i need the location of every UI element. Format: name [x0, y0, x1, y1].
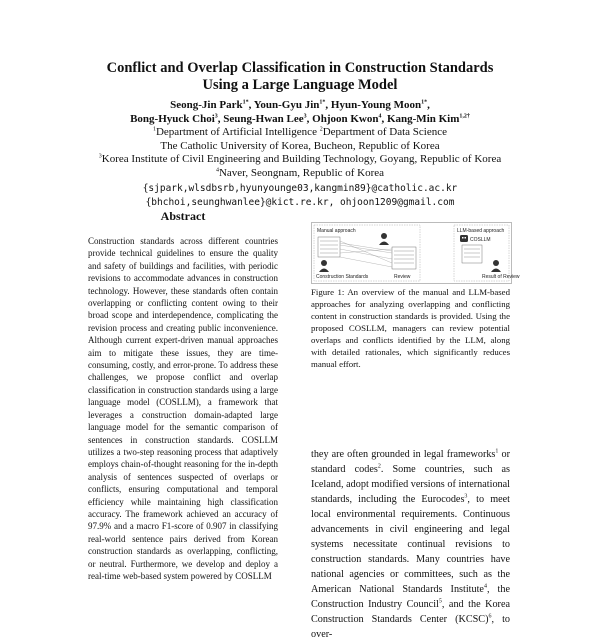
body-paragraph	[311, 447, 510, 640]
affil-sup: 3	[98, 153, 102, 160]
affiliation-line-4	[40, 167, 560, 181]
affil-text: Korea Institute of Civil Engineering and Building Technology, Goyang, Republic of Korea	[101, 153, 502, 165]
author-sup: 1*	[242, 99, 249, 106]
affil-text: Department of Artificial Intelligence	[155, 126, 317, 138]
affil-sup: 2	[319, 126, 323, 133]
body-text-run: . Some countries, such as Iceland, adopt modified versions of international standards, including the Eurocodes	[311, 464, 510, 505]
author-sup: 3	[214, 113, 218, 120]
author-sup: 3	[303, 113, 307, 120]
author-sup: 1*	[319, 99, 326, 106]
author-name: Youn-Gyu Jin	[253, 99, 320, 111]
affiliation-line-2: The Catholic University of Korea, Bucheon, Republic of Korea	[160, 139, 440, 152]
footnote-mark: 2	[377, 463, 381, 470]
affil-text: Department of Data Science	[322, 126, 448, 138]
author-name: Kang-Min Kim	[386, 113, 460, 125]
robot-icon	[460, 235, 468, 242]
figure-caption: Figure 1: An overview of the manual and LLM-based approaches for analyzing overlapping and conflicting content in construction standards is provided. Using the proposed COSLLM, managers can review potential overlaps and conflicts identified by the LLM, along with detailed rationales, which significantly reduces manual effort.	[311, 287, 510, 369]
author-name: Ohjoon Kwon	[312, 113, 379, 125]
footnote-mark: 1	[495, 448, 499, 455]
manual-review-label: Review	[394, 274, 411, 280]
footnote-mark: 6	[488, 613, 492, 620]
person-icon	[319, 260, 329, 272]
figure-1-diagram	[312, 223, 520, 283]
author-sup: 1,2†	[459, 113, 470, 120]
author-line-1: Seong-Jin Park$^{1*}$, Youn-Gyu Jin$^{1*}$, Hyun-Young Moon$^{1*}$,	[170, 99, 430, 111]
author-line-2: Bong-Hyuck Choi$^3$, Seung-Hwan Lee$^3$, Ohjoon Kwon$^4$, Kang-Min Kim$^{1,2\dagger}$	[130, 113, 470, 125]
person-icon	[491, 260, 501, 272]
email-block	[60, 182, 540, 210]
cosllm-tag: COSLLM	[470, 237, 491, 243]
author-name: Seong-Jin Park	[170, 99, 243, 111]
paper-title	[60, 60, 540, 94]
footnote-mark: 3	[464, 493, 468, 500]
llm-panel-label: LLM-based approach	[457, 228, 505, 234]
manual-bottom-label: Construction Standards	[316, 274, 369, 280]
author-name: Hyun-Young Moon	[330, 99, 422, 111]
affiliations	[40, 126, 560, 180]
email-line-2: {bhchoi,seunghwanlee}@kict.re.kr, ohjoon1209@gmail.com	[145, 197, 455, 208]
affil-sup: 4	[215, 166, 219, 173]
title-line-2: Using a Large Language Model	[202, 77, 398, 93]
affil-text: Naver, Seongnam, Republic of Korea	[218, 166, 385, 179]
body-text-run: or standard codes	[311, 449, 510, 475]
document-icon	[462, 245, 482, 263]
author-name: Seung-Hwan Lee	[223, 113, 304, 125]
body-text-run: , to over-	[311, 614, 510, 640]
affiliation-line-3	[40, 153, 560, 167]
footnote-mark: 5	[438, 598, 442, 605]
figure-1	[311, 222, 520, 284]
person-icon	[379, 233, 389, 245]
body-text-run: , the Construction Industry Council	[311, 584, 510, 610]
document-stack-icon	[392, 247, 416, 269]
author-sup: 1*	[421, 99, 428, 106]
email-line-1: {sjpark,wlsdbsrb,hyunyounge03,kangmin89}@catholic.ac.kr	[142, 183, 458, 194]
body-text-run: , to meet local environmental requirements. Continuous advancements in civil engineering and legal systems necessitate continual revisions to construction standards. Many countries have national agencies or committees, such as the American National Standards Institute	[311, 494, 510, 595]
body-text-run: , and the Korea Construction Standards Center (KCSC)	[311, 599, 510, 625]
author-sup: 4	[378, 113, 382, 120]
manual-panel-label: Manual approach	[317, 228, 356, 234]
author-list	[60, 98, 540, 126]
author-name: Bong-Hyuck Choi	[130, 113, 215, 125]
body-text-run: they are often grounded in legal frameworks	[311, 449, 496, 460]
llm-bottom-label: Result of Review	[482, 274, 520, 280]
abstract-body: Construction standards across different countries provide technical guidelines to ensure the quality and safety of buildings and facilities, with periodic revisions to accommodate advances in construction technology. However, these standards often contain overlapping or conflicting content owing to their broad scope and interdependence, complicating the revision process and creating public inconvenience. Although current expert-driven manual approaches aim to mitigate these issues, they are time-consuming, costly, and error-prone. To address these challenges, we propose conflict and overlap classification in construction standards using a large language model (COSLLM), a framework that leverages a construction domain-adapted large language model for the semantic comparison of sentences in construction standards. COSLLM utilizes a two-step reasoning process that adaptively employs chain-of-thought reasoning for the in-depth analysis of sentences suspected of overlaps or conflicts, ensuring computational and temporal efficiency while maintaining high classification accuracy. The framework achieved an accuracy of 97.9% and a macro F1-score of 0.907 in classifying real-world sentence pairs derived from Korean construction standards as overlapping, conflicting, or neutral. Furthermore, we develop and deploy a real-time web-based system powered by COSLLM	[88, 236, 278, 581]
abstract-heading: Abstract	[160, 209, 206, 223]
affil-sup: 1	[152, 126, 156, 133]
footnote-mark: 4	[483, 583, 487, 590]
title-line-1: Conflict and Overlap Classification in Construction Standards	[106, 60, 494, 76]
document-stack-icon	[318, 237, 340, 257]
affiliation-line-1	[40, 126, 560, 140]
